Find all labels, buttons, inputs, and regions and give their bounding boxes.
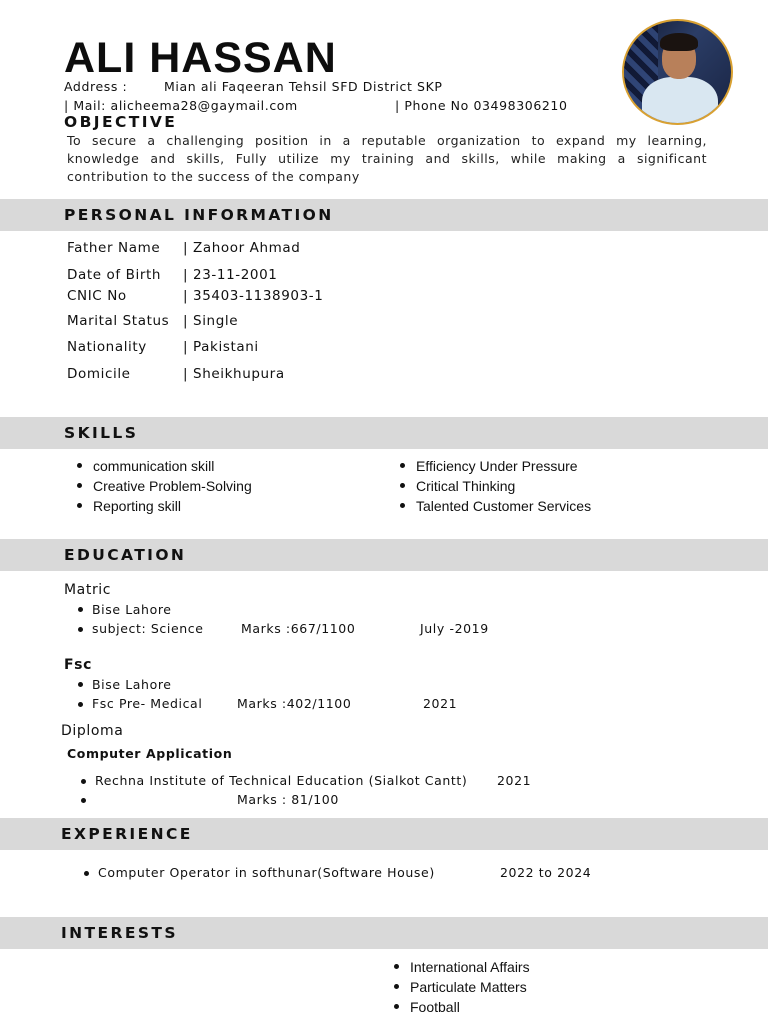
personal-info-band <box>0 199 768 231</box>
interest-label: Football <box>410 999 460 1015</box>
cnic-label: CNIC No <box>67 288 127 304</box>
interest-label: International Affairs <box>410 959 530 975</box>
personal-info-heading: PERSONAL INFORMATION <box>64 206 334 224</box>
list-item <box>410 997 530 1017</box>
bullet <box>78 627 83 632</box>
experience-heading: EXPERIENCE <box>61 825 193 843</box>
list-item <box>93 496 252 516</box>
interests-heading: INTERESTS <box>61 924 178 942</box>
matric-board: Bise Lahore <box>92 602 172 617</box>
diploma-year: 2021 <box>497 773 532 788</box>
domicile-label: Domicile <box>67 366 131 382</box>
matric-marks: Marks :667/1100 <box>241 621 356 636</box>
diploma-heading: Diploma <box>61 723 124 739</box>
list-item <box>410 977 530 997</box>
fsc-heading: Fsc <box>64 657 92 673</box>
diploma-institute: Rechna Institute of Technical Education (Sialkot Cantt) <box>95 773 468 788</box>
fsc-year: 2021 <box>423 696 458 711</box>
bullet <box>78 702 83 707</box>
marital-status-label: Marital Status <box>67 313 170 329</box>
experience-band <box>0 818 768 850</box>
diploma-subheading: Computer Application <box>67 746 233 761</box>
diploma-marks: Marks : 81/100 <box>237 792 339 807</box>
skills-list-right <box>416 456 591 516</box>
education-band <box>0 539 768 571</box>
list-item <box>416 496 591 516</box>
skill-label: communication skill <box>93 458 215 474</box>
list-item <box>93 476 252 496</box>
experience-item: Computer Operator in softhunar(Software House) <box>98 865 435 880</box>
skills-band <box>0 417 768 449</box>
skill-label: Creative Problem-Solving <box>93 478 252 494</box>
matric-heading: Matric <box>64 582 112 598</box>
skill-label: Critical Thinking <box>416 478 516 494</box>
bullet <box>78 607 83 612</box>
matric-year: July -2019 <box>420 621 489 636</box>
fsc-board: Bise Lahore <box>92 677 172 692</box>
bullet <box>81 779 86 784</box>
father-name-label: Father Name <box>67 240 161 256</box>
interests-band <box>0 917 768 949</box>
cnic-value: | 35403-1138903-1 <box>183 288 324 304</box>
bullet <box>81 798 86 803</box>
mail-line: | Mail: alicheema28@gaymail.com <box>64 98 298 113</box>
marital-status-value: | Single <box>183 313 239 329</box>
skills-list-left <box>93 456 252 516</box>
candidate-name: ALI HASSAN <box>64 34 337 82</box>
fsc-subject: Fsc Pre- Medical <box>92 696 203 711</box>
list-item <box>416 456 591 476</box>
experience-period: 2022 to 2024 <box>500 865 592 880</box>
skill-label: Efficiency Under Pressure <box>416 458 578 474</box>
fsc-marks: Marks :402/1100 <box>237 696 352 711</box>
education-heading: EDUCATION <box>64 546 187 564</box>
profile-photo <box>622 19 733 125</box>
bullet <box>84 871 89 876</box>
list-item <box>93 456 252 476</box>
list-item <box>416 476 591 496</box>
objective-heading: OBJECTIVE <box>64 113 178 131</box>
objective-text: To secure a challenging position in a reputable organization to expand my learning, knowledge and skills, Fully utilize my training and skills, while making a significant contribution to the success of the company <box>67 133 707 184</box>
skill-label: Talented Customer Services <box>416 498 592 514</box>
father-name-value: | Zahoor Ahmad <box>183 240 301 256</box>
dob-label: Date of Birth <box>67 267 162 283</box>
nationality-label: Nationality <box>67 339 147 355</box>
skill-label: Reporting skill <box>93 498 181 514</box>
domicile-value: | Sheikhupura <box>183 366 285 382</box>
interests-list <box>410 957 530 1017</box>
address-value: Mian ali Faqeeran Tehsil SFD District SKP <box>164 79 443 94</box>
phone-line: | Phone No 03498306210 <box>395 98 568 113</box>
address-label: Address : <box>64 79 128 94</box>
dob-value: | 23-11-2001 <box>183 267 278 283</box>
list-item <box>410 957 530 977</box>
interest-label: Particulate Matters <box>410 979 527 995</box>
nationality-value: | Pakistani <box>183 339 259 355</box>
matric-subject: subject: Science <box>92 621 204 636</box>
skills-heading: SKILLS <box>64 424 139 442</box>
bullet <box>78 682 83 687</box>
